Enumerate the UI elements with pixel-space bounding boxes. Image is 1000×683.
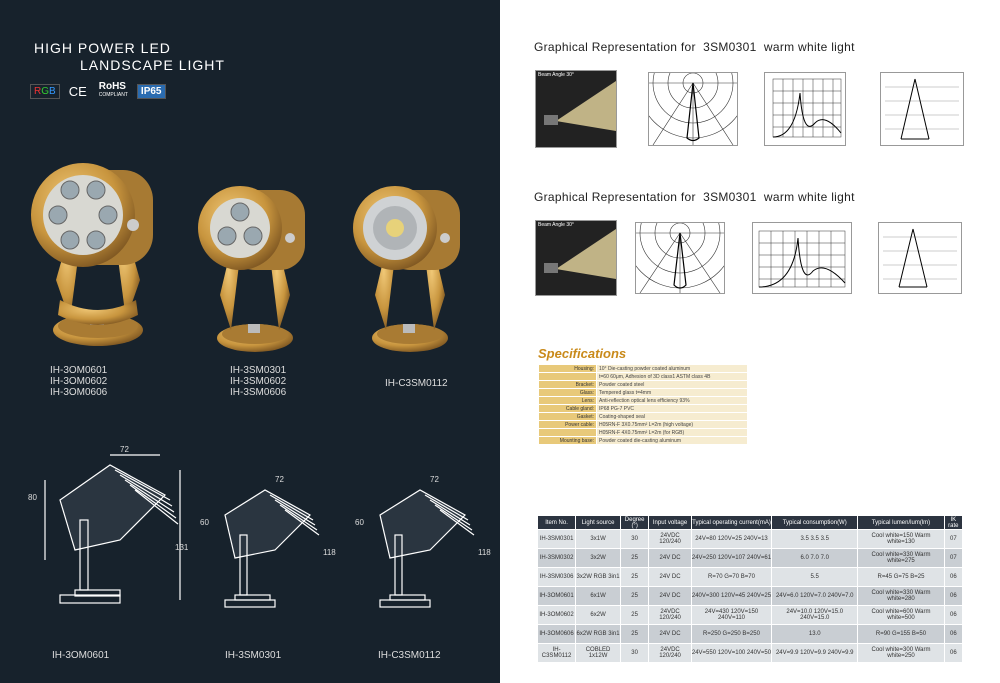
svg-text:60: 60 <box>200 518 209 527</box>
illuminance-chart-1 <box>880 72 964 146</box>
col-consumption: Typical consumption(W) <box>772 516 858 530</box>
svg-text:80: 80 <box>28 493 37 502</box>
table-cell: 24V DC <box>649 587 692 606</box>
model-list-2: IH-3SM0301 IH-3SM0602 IH-3SM0606 <box>230 365 287 398</box>
table-cell: IH-3OM0602 <box>538 606 576 625</box>
spec-table <box>538 364 748 445</box>
drawing-c3sm0112 <box>350 470 500 620</box>
table-cell: IH-3OM0601 <box>538 587 576 606</box>
title-line1: HIGH POWER LED <box>34 40 171 56</box>
spec-row: Mounting base: Powder coated die-casting aluminum <box>539 437 748 445</box>
table-cell: 6x2W <box>576 606 621 625</box>
table-cell: 24V=10.0 120V=15.0 240V=15.0 <box>772 606 858 625</box>
svg-text:118: 118 <box>478 548 491 557</box>
illuminance-chart-2 <box>878 222 962 294</box>
table-cell: 24V DC <box>649 625 692 644</box>
table-cell: IH-3SM0302 <box>538 549 576 568</box>
table-cell: 06 <box>944 587 962 606</box>
table-cell: R=70 G=70 B=70 <box>691 568 771 587</box>
col-item: Item No. <box>538 516 576 530</box>
rgb-logo: RGB <box>30 84 60 99</box>
table-cell: IH-3OM0606 <box>538 625 576 644</box>
table-cell: Cool white=150 Warm white=130 <box>858 530 944 549</box>
table-cell: IH-3SM0301 <box>538 530 576 549</box>
col-lumen: Typical lumen/lum(lm) <box>858 516 944 530</box>
table-cell: Cool white=600 Warm white=500 <box>858 606 944 625</box>
table-row <box>538 530 963 549</box>
table-cell: 3x2W RGB 3in1 <box>576 568 621 587</box>
title-line2: LANDSCAPE LIGHT <box>80 57 225 73</box>
model-list-1: IH-3OM0601 IH-3OM0602 IH-3OM0606 <box>50 365 108 398</box>
spectrum-chart-1 <box>764 72 846 146</box>
col-voltage: Input voltage <box>649 516 692 530</box>
table-cell: 5.5 <box>772 568 858 587</box>
beam-photo-2: Beam Angle 30° <box>535 220 617 296</box>
table-cell: 24VDC 120/240 <box>649 606 692 625</box>
table-cell: 30 <box>621 644 649 663</box>
graph-title-1: Graphical Representation for 3SM0301 warm white light <box>534 40 855 54</box>
spectrum-chart-2 <box>752 222 852 294</box>
table-cell: 06 <box>944 644 962 663</box>
table-row <box>538 644 963 663</box>
table-cell: 06 <box>944 568 962 587</box>
table-cell: Cool white=330 Warm white=275 <box>858 549 944 568</box>
table-cell: 07 <box>944 549 962 568</box>
svg-text:72: 72 <box>430 475 439 484</box>
table-cell: Cool white=330 Warm white=280 <box>858 587 944 606</box>
col-current: Typical operating current(mA) <box>691 516 771 530</box>
svg-text:131: 131 <box>175 543 189 552</box>
table-cell: R=90 G=155 B=50 <box>858 625 944 644</box>
table-cell: R=250 G=250 B=250 <box>691 625 771 644</box>
spec-row: H05RN-F 4X0.75mm² L=2m (for RGB) <box>539 429 748 437</box>
table-cell: 24V=550 120V=100 240V=50 <box>691 644 771 663</box>
polar-chart-2 <box>635 222 725 294</box>
table-cell: 25 <box>621 606 649 625</box>
table-cell: 240V=300 120V=45 240V=25 <box>691 587 771 606</box>
table-cell: 24V DC <box>649 549 692 568</box>
drawing-label-3: IH-C3SM0112 <box>378 650 441 661</box>
table-cell: 25 <box>621 625 649 644</box>
spec-row: Cable gland: IP68 PG-7 PVC <box>539 405 748 413</box>
table-cell: R=45 G=75 B=25 <box>858 568 944 587</box>
svg-text:72: 72 <box>120 445 129 454</box>
table-cell: 25 <box>621 568 649 587</box>
right-panel <box>500 0 1000 683</box>
table-cell: COBLED 1x12W <box>576 644 621 663</box>
spec-title: Specifications <box>538 346 627 361</box>
table-cell: 24V=430 120V=150 240V=110 <box>691 606 771 625</box>
table-cell: 13.0 <box>772 625 858 644</box>
spec-row: t=60 60μm, Adhesion of 3D class1 ASTM class 4B <box>539 373 748 381</box>
lamp-cob-image <box>350 170 470 360</box>
table-cell: 24VDC 120/240 <box>649 644 692 663</box>
table-cell: 3x1W <box>576 530 621 549</box>
table-cell: 24V DC <box>649 568 692 587</box>
graph-title-2: Graphical Representation for 3SM0301 warm white light <box>534 190 855 204</box>
table-cell: 6x2W RGB 3in1 <box>576 625 621 644</box>
table-cell: 24V=9.9 120V=9.9 240V=9.9 <box>772 644 858 663</box>
table-row <box>538 549 963 568</box>
table-cell: 6x1W <box>576 587 621 606</box>
spec-row: Bracket: Powder coated steel <box>539 381 748 389</box>
table-cell: 24V=6.0 120V=7.0 240V=7.0 <box>772 587 858 606</box>
table-cell: 3x2W <box>576 549 621 568</box>
table-cell: 24V=80 120V=25 240V=13 <box>691 530 771 549</box>
spec-row: Gasket: Coating-shaped seal <box>539 413 748 421</box>
table-cell: 25 <box>621 587 649 606</box>
table-cell: 06 <box>944 606 962 625</box>
table-row <box>538 568 963 587</box>
table-row <box>538 625 963 644</box>
cert-logos <box>30 82 166 100</box>
col-ik: IK rate <box>944 516 962 530</box>
rohs-logo: RoHS COMPLIANT <box>98 81 128 98</box>
table-cell: IH-C3SM0112 <box>538 644 576 663</box>
table-cell: 3.5 3.5 3.5 <box>772 530 858 549</box>
table-row <box>538 587 963 606</box>
drawing-3om0601 <box>20 440 190 620</box>
table-header-row <box>538 516 963 530</box>
ce-logo: CE <box>68 83 87 99</box>
table-row <box>538 606 963 625</box>
model-data-table <box>537 515 963 663</box>
spec-row: Glass: Tempered glass t=4mm <box>539 389 748 397</box>
table-cell: 25 <box>621 549 649 568</box>
model-list-3: IH-C3SM0112 <box>385 378 448 389</box>
table-cell: 24VDC 120/240 <box>649 530 692 549</box>
beam-photo-1: Beam Angle 30° <box>535 70 617 148</box>
lamp-3led-image <box>195 170 315 360</box>
spec-row: Lens: Anti-reflection optical lens efficiency 93% <box>539 397 748 405</box>
polar-chart-1 <box>648 72 738 146</box>
svg-text:118: 118 <box>323 548 336 557</box>
spec-row: Power cable: H05RN-F 3X0.75mm² L=2m (high voltage) <box>539 421 748 429</box>
table-cell: 30 <box>621 530 649 549</box>
col-degree: Degree (°) <box>621 516 649 530</box>
col-light-source: Light source <box>576 516 621 530</box>
drawing-label-1: IH-3OM0601 <box>52 650 110 661</box>
table-cell: Cool white=300 Warm white=250 <box>858 644 944 663</box>
table-cell: 06 <box>944 625 962 644</box>
ip65-logo: IP65 <box>137 84 166 99</box>
svg-text:60: 60 <box>355 518 364 527</box>
svg-text:72: 72 <box>275 475 284 484</box>
table-cell: 24V=250 120V=107 240V=61 <box>691 549 771 568</box>
table-cell: 07 <box>944 530 962 549</box>
spec-row: Housing: 10° Die-casting powder coated aluminum <box>539 365 748 373</box>
table-cell: IH-3SM0306 <box>538 568 576 587</box>
drawing-label-2: IH-3SM0301 <box>225 650 282 661</box>
drawing-3sm0301 <box>195 470 345 620</box>
lamp-6led-image <box>28 140 158 355</box>
table-cell: 6.0 7.0 7.0 <box>772 549 858 568</box>
